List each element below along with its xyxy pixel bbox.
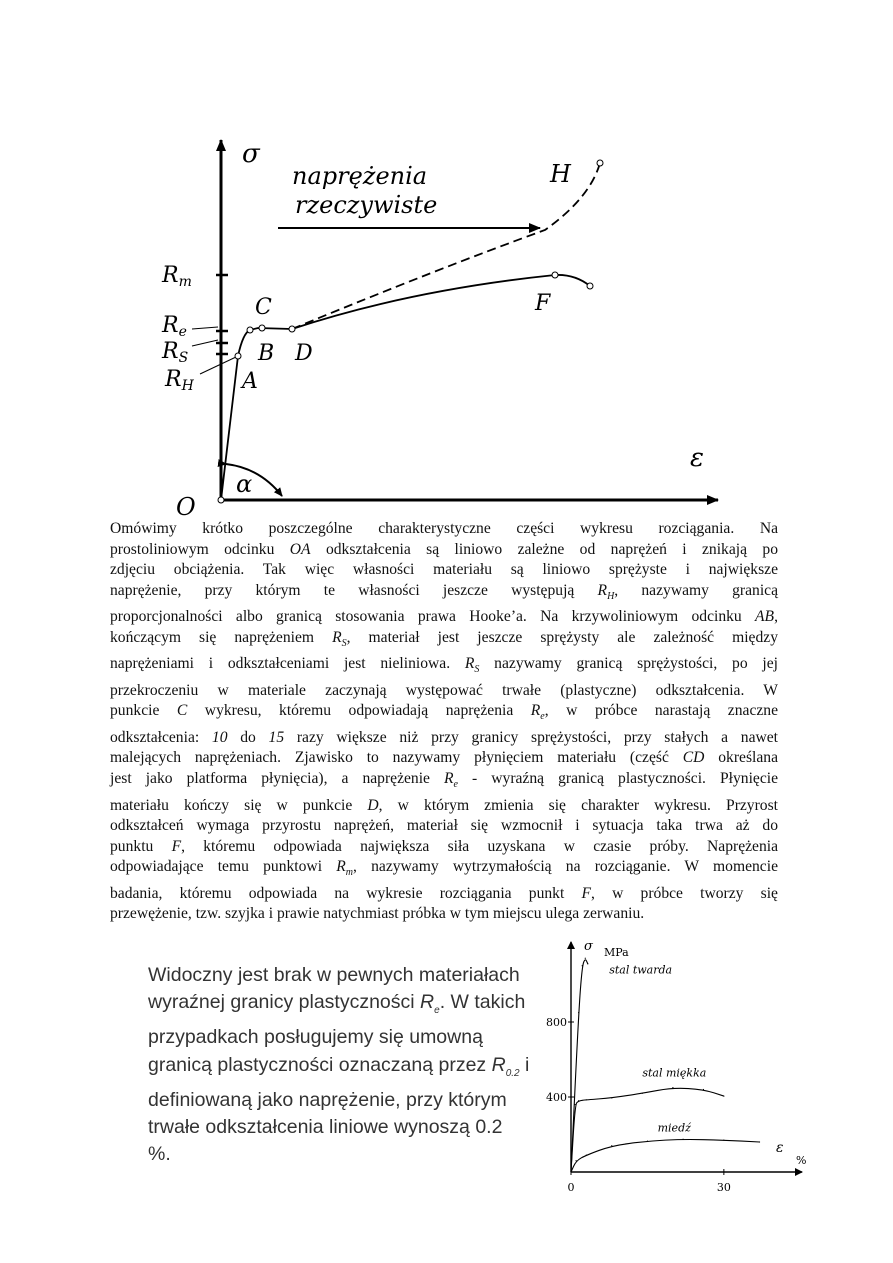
series-point-stal-twarda [578, 1012, 579, 1013]
paragraph-line: proporcjonalności albo granicą stosowania prawa Hooke’a. Na krzywoliniowym odcinku AB, [110, 608, 778, 626]
series-point-stal-twarda [582, 965, 583, 966]
series-point-stal-miekka [611, 1097, 612, 1098]
series-point-miedz [647, 1140, 648, 1141]
series-point-stal-miekka [574, 1104, 575, 1105]
series-point-miedz [759, 1141, 760, 1142]
leader-rh [200, 357, 236, 374]
series-label-miedz: miedź [657, 1121, 691, 1135]
stress-strain-diagram [150, 118, 740, 518]
annotation-line2: rzeczywiste [295, 191, 438, 219]
series-point-stal-miekka [672, 1087, 673, 1088]
series-point-stal-miekka [578, 1100, 579, 1101]
label-point-d: D [295, 341, 313, 366]
series-point-stal-miekka [703, 1089, 704, 1090]
point-c [259, 325, 265, 331]
angle-arc [226, 464, 282, 496]
point-b [247, 327, 253, 333]
chart-x-label: ε [776, 1140, 784, 1156]
label-point-c: C [255, 295, 272, 320]
chart-x-tick-label: 30 [716, 1181, 731, 1194]
sigma-label: σ [242, 139, 260, 169]
note-text-2: . W takich przypadkach posługujemy się umowną granicą plastyczności oznaczaną przez [148, 991, 526, 1076]
series-line-stal-miekka [571, 1088, 724, 1172]
yield-strength-note [148, 962, 530, 1168]
leader-re [192, 327, 218, 329]
point-d [289, 326, 295, 332]
series-line-miedz [571, 1140, 760, 1173]
paragraph-line: przekroczeniu w materiale zaczynają występować trwałe (plastyczne) odkształcenia. W [110, 681, 778, 699]
label-point-h: H [550, 160, 571, 188]
series-point-stal-miekka [723, 1095, 724, 1096]
material-chart-svg [540, 938, 840, 1203]
material-comparison-chart [540, 938, 840, 1203]
note-text-1: Widoczny jest brak w pewnych materiałach wyraźnej granicy plastyczności [148, 964, 520, 1014]
series-point-stal-twarda [585, 958, 586, 959]
label-rs: RS [162, 339, 189, 366]
series-point-miedz [570, 1171, 571, 1172]
label-rh: RH [165, 367, 194, 394]
point-end [587, 283, 593, 289]
series-point-miedz [575, 1160, 576, 1161]
paragraph-line: naprężenie, przy którym te własności jeszcze występują $R_H$, nazywamy granicą [110, 581, 779, 602]
chart-x-tick-label: 0 [567, 1181, 575, 1194]
point-o [218, 497, 224, 503]
paragraph-line: punktu F, któremu odpowiada największa siła uzyskana w czasie próby. Naprężenia [110, 837, 779, 855]
note-symbol-re: $R_e$ [420, 991, 440, 1017]
chart-y-tick-label: 800 [546, 1016, 567, 1029]
paragraph-line: kończącym się naprężeniem $R_S$, materiał jest jeszcze sprężysty ale zależność między [110, 628, 778, 649]
leader-rs [192, 340, 218, 346]
chart-x-unit: % [796, 1154, 807, 1167]
label-re: Re [162, 313, 187, 340]
paragraph-line: badania, któremu odpowiada na wykresie rozciągania punkt F, w próbce tworzy się [110, 884, 778, 902]
paragraph-line: malejących naprężeniach. Zjawisko to nazywamy płynięciem materiału (część CD określana [110, 749, 779, 767]
annotation-line1: naprężenia [292, 162, 428, 190]
series-point-stal-twarda [587, 963, 588, 964]
origin-label: O [176, 493, 196, 518]
label-rm: Rm [162, 263, 192, 290]
epsilon-label: ε [690, 443, 704, 473]
paragraph-line: naprężeniami i odkształceniami jest nieliniowa. $R_S$ nazywamy granicą sprężystości, po jej [110, 655, 778, 676]
paragraph-line: Omówimy krótko poszczególne charakterystyczne części wykresu rozciągania. Na [110, 520, 778, 537]
note-text-3: i definiowaną jako naprężenie, przy którym trwałe odkształcenia liniowe wynoszą 0.2 %. [148, 1053, 530, 1165]
paragraph-line: punkcie C wykresu, któremu odpowiadają naprężenia $R_e$, w próbce narastają znaczne [110, 702, 779, 723]
paragraph-line: materiału kończy się w punkcie D, w którym zmienia się charakter wykresu. Przyrost [110, 796, 778, 814]
point-f [552, 272, 558, 278]
note-symbol-r02: $R_{0.2}$ [491, 1053, 520, 1079]
series-label-stal-miekka: stal miękka [642, 1066, 707, 1080]
chart-y-tick-label: 400 [546, 1091, 567, 1104]
series-point-miedz [611, 1145, 612, 1146]
paragraph-line: odkształceń wymaga przyrostu naprężeń, materiał się wzmocnił i sytuacja taka trwa aż do [110, 817, 778, 835]
alpha-label: α [236, 470, 253, 498]
series-point-miedz [723, 1140, 724, 1141]
chart-y-unit: MPa [604, 946, 629, 959]
point-h [597, 160, 603, 166]
label-point-a: A [242, 369, 258, 394]
series-point-miedz [682, 1139, 683, 1140]
paragraph-line: przewężenie, tzw. szyjka i prawie natychmiast próbka w tym miejscu ulega zerwaniu. [110, 905, 645, 923]
stress-strain-svg [150, 118, 740, 518]
paragraph-line: prostoliniowym odcinku OA odkształcenia są liniowo zależne od naprężeń i znikają po [110, 540, 778, 558]
point-a [235, 353, 241, 359]
series-line-stal-twarda [571, 960, 588, 1172]
series-label-stal-twarda: stal twarda [609, 963, 673, 977]
paragraph-line: zdjęciu obciążenia. Tak więc własności materiału są liniowo sprężyste i największe [110, 561, 778, 578]
chart-y-label: σ [584, 939, 593, 954]
series-point-stal-miekka [642, 1093, 643, 1094]
paragraph-line: odpowiadające temu punktowi $R_m$, nazywamy wytrzymałością na rozciąganie. W momencie [110, 858, 778, 879]
paragraph-line: odkształcenia: 10 do 15 razy większe niż przy granicy sprężystości, przy stałych a nawet [110, 728, 779, 746]
label-point-f: F [535, 291, 551, 316]
series-point-miedz [586, 1155, 587, 1156]
paragraph-line: jest jako platforma płynięcia), a naprężenie $R_e$ - wyraźną granicą plastyczności. Płynięcie [110, 769, 778, 791]
description-paragraph [110, 519, 778, 925]
series-point-stal-miekka [586, 1099, 587, 1100]
label-point-b: B [258, 341, 275, 366]
